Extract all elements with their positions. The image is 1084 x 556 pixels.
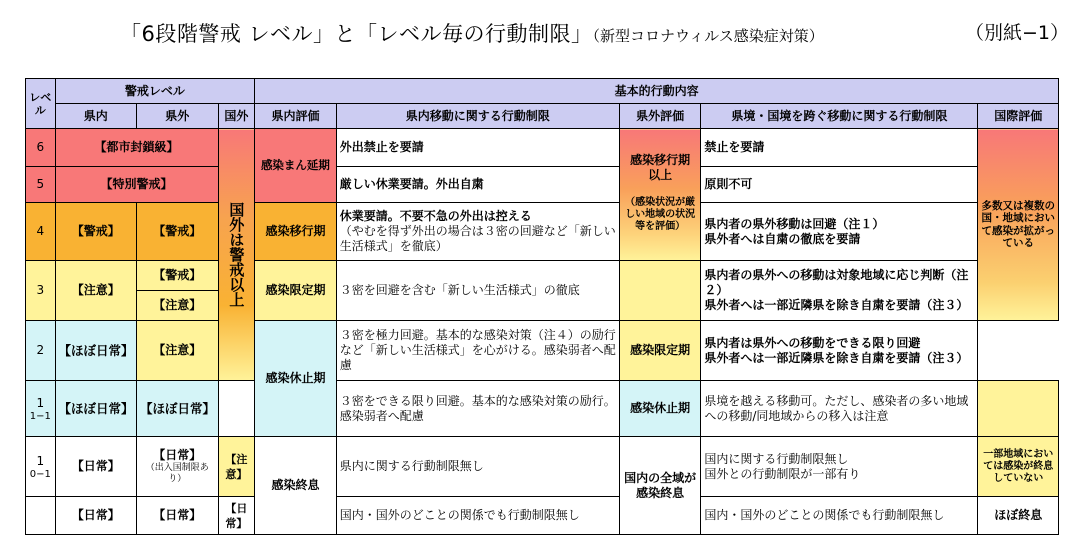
level-0-1-abroad: 【注意】 (218, 437, 255, 497)
level-3-number: 3 (26, 261, 56, 321)
level-3-eval: 感染限定期 (255, 261, 336, 321)
level-1-1-border: 県境を越える移動可。ただし、感染者の多い地域への移動/同地域からの移入は注意 (701, 381, 978, 437)
level-4-border-1: 県内者の県外移動は回避（注１） (704, 216, 885, 231)
level-0-1-border (701, 437, 978, 497)
level-3-movement: ３密を回避を含む「新しい生活様式」の徹底 (336, 261, 619, 321)
level-4-border (701, 203, 978, 261)
level-6-label: 【都市封鎖級】 (55, 129, 218, 167)
level-0-1-out-pref-label: 【日常】 (153, 448, 202, 462)
title-main: 「6段階警戒 レベル」と「レベル毎の行動制限」 (120, 22, 593, 46)
level-0-1-border-2: 国外との行動制限が一部有り (704, 466, 861, 481)
level-1-1-number (26, 381, 56, 437)
level-0-1-out-pref-note: （出入国制限あり） (145, 463, 209, 484)
level-2-border-1: 県内者は県外への移動をできる限り回避 (704, 335, 921, 350)
level-3-border (701, 261, 978, 321)
level-0-out-pref: 【日常】 (137, 497, 218, 535)
alert-level-table (25, 78, 1059, 535)
level-0-number (26, 497, 56, 535)
title-sub: （新型コロナウィルス感染症対策） (592, 27, 824, 45)
level-3-out-pref-alert: 【警戒】 (137, 261, 218, 291)
level-2-out-eval: 感染限定期 (619, 321, 700, 381)
level-2-border (701, 321, 978, 381)
level-0-1-out-pref (137, 437, 218, 497)
header-level (26, 79, 56, 129)
level-6-movement: 外出禁止を要請 (336, 129, 619, 167)
level-2-border-2: 県外者へは一部近隣県を除き自粛を要請（注３） (704, 350, 969, 365)
level-5-movement: 厳しい休業要請。外出自粛 (336, 167, 619, 203)
header-in-pref-eval: 県内評価 (255, 104, 336, 129)
out-eval-transition-note: （感染状況が厳しい地域の状況等を評価） (625, 197, 696, 232)
level-1-1-intl-eval (978, 381, 1059, 437)
out-eval-transition-2: 以上 (648, 168, 673, 182)
level-0-movement: 国内・国外のどことの関係でも行動制限無し (336, 497, 619, 535)
eval-pause-period: 感染休止期 (255, 321, 336, 437)
level-1-1-out-pref: 【ほぼ日常】 (137, 381, 218, 437)
eval-spread-period: 感染まん延期 (255, 129, 336, 203)
level-1-1-abroad (218, 381, 255, 437)
header-abroad: 国外 (218, 104, 255, 129)
level-3-border-1: 県内者の県外への移動は対象地域に応じ判断（注２） (704, 268, 969, 297)
out-eval-transition-1: 感染移行期 (630, 153, 691, 167)
level-3-out-pref-caution: 【注意】 (137, 291, 218, 321)
header-level-text: レベル (29, 90, 52, 117)
level-0-1-border-1: 国内に関する行動制限無し (704, 451, 849, 466)
level-0-1-movement: 県内に関する行動制限無し (336, 437, 619, 497)
level-0-1-in-pref: 【日常】 (55, 437, 136, 497)
level-1-1-sub: 1−1 (29, 410, 51, 422)
level-2-movement: ３密を極力回避。基本的な感染対策（注４）の励行など「新しい生活様式」を心がける。感染弱者へ配慮 (336, 321, 619, 381)
level-3-border-2: 県外者へは一部近隣県を除き自粛を要請（注３） (704, 298, 969, 312)
header-out-pref-eval: 県外評価 (619, 104, 700, 129)
level-4-eval: 感染移行期 (255, 203, 336, 261)
level-0-1-intl-eval: 一部地域においては感染が終息していない (978, 437, 1059, 497)
level-1-1-out-eval: 感染休止期 (619, 381, 700, 437)
level-1-1-movement: ３密をできる限り回避。基本的な感染対策の励行。感染弱者へ配慮 (336, 381, 619, 437)
level-2-out-pref: 【注意】 (137, 321, 218, 381)
abroad-alert-cell (218, 129, 255, 381)
level-4-border-2: 県外者へは自粛の徹底を要請 (704, 231, 861, 246)
level-0-1-sub: 0−1 (29, 468, 51, 480)
out-eval-ended: 国内の全域が感染終息 (619, 437, 700, 535)
level-4-movement-note: （やむを得ず外出の場合は３密の回避など「新しい生活様式」を徹底） (339, 224, 616, 253)
level-1-1-in-pref: 【ほぼ日常】 (55, 381, 136, 437)
level-6-number: 6 (26, 129, 56, 167)
page-title (120, 18, 824, 48)
intl-eval-spreading: 多数又は複数の国・地域において感染が拡がっている (978, 129, 1059, 321)
out-eval-transition (619, 129, 700, 261)
level-5-border: 原則不可 (701, 167, 978, 203)
level-0-in-pref: 【日常】 (55, 497, 136, 535)
header-border-movement: 県境・国境を跨ぐ移動に関する行動制限 (701, 104, 978, 129)
level-0-1-number (26, 437, 56, 497)
level-0-border: 国内・国外のどことの関係でも行動制限無し (701, 497, 978, 535)
level-3-in-pref: 【注意】 (55, 261, 136, 321)
level-6-border: 禁止を要請 (701, 129, 978, 167)
level-0-1-digit: 1 (36, 453, 45, 468)
level-4-out-pref: 【警戒】 (137, 203, 218, 261)
level-4-movement (336, 203, 619, 261)
level-0-abroad: 【日常】 (218, 497, 255, 535)
level-3-out-eval (619, 261, 700, 321)
header-in-pref: 県内 (55, 104, 136, 129)
level-5-label: 【特別警戒】 (55, 167, 218, 203)
header-basic-action: 基本的行動内容 (255, 79, 1059, 104)
eval-ended: 感染終息 (255, 437, 336, 535)
header-out-pref: 県外 (137, 104, 218, 129)
header-alert-level: 警戒レベル (55, 79, 255, 104)
level-0-intl-eval: ほぼ終息 (978, 497, 1059, 535)
level-5-number: 5 (26, 167, 56, 203)
level-4-in-pref: 【警戒】 (55, 203, 136, 261)
abroad-alert-text: 国外は警戒以上 (227, 202, 246, 307)
header-in-pref-movement: 県内移動に関する行動制限 (336, 104, 619, 129)
level-1-1-digit: 1 (36, 395, 45, 410)
page-title-bar (0, 14, 1084, 54)
level-4-movement-main: 休業要請。不要不急の外出は控える (339, 209, 532, 223)
attachment-label: （別紙−1） (965, 22, 1070, 44)
level-4-number: 4 (26, 203, 56, 261)
level-2-in-pref: 【ほぼ日常】 (55, 321, 136, 381)
header-intl-eval: 国際評価 (978, 104, 1059, 129)
level-2-number: 2 (26, 321, 56, 381)
